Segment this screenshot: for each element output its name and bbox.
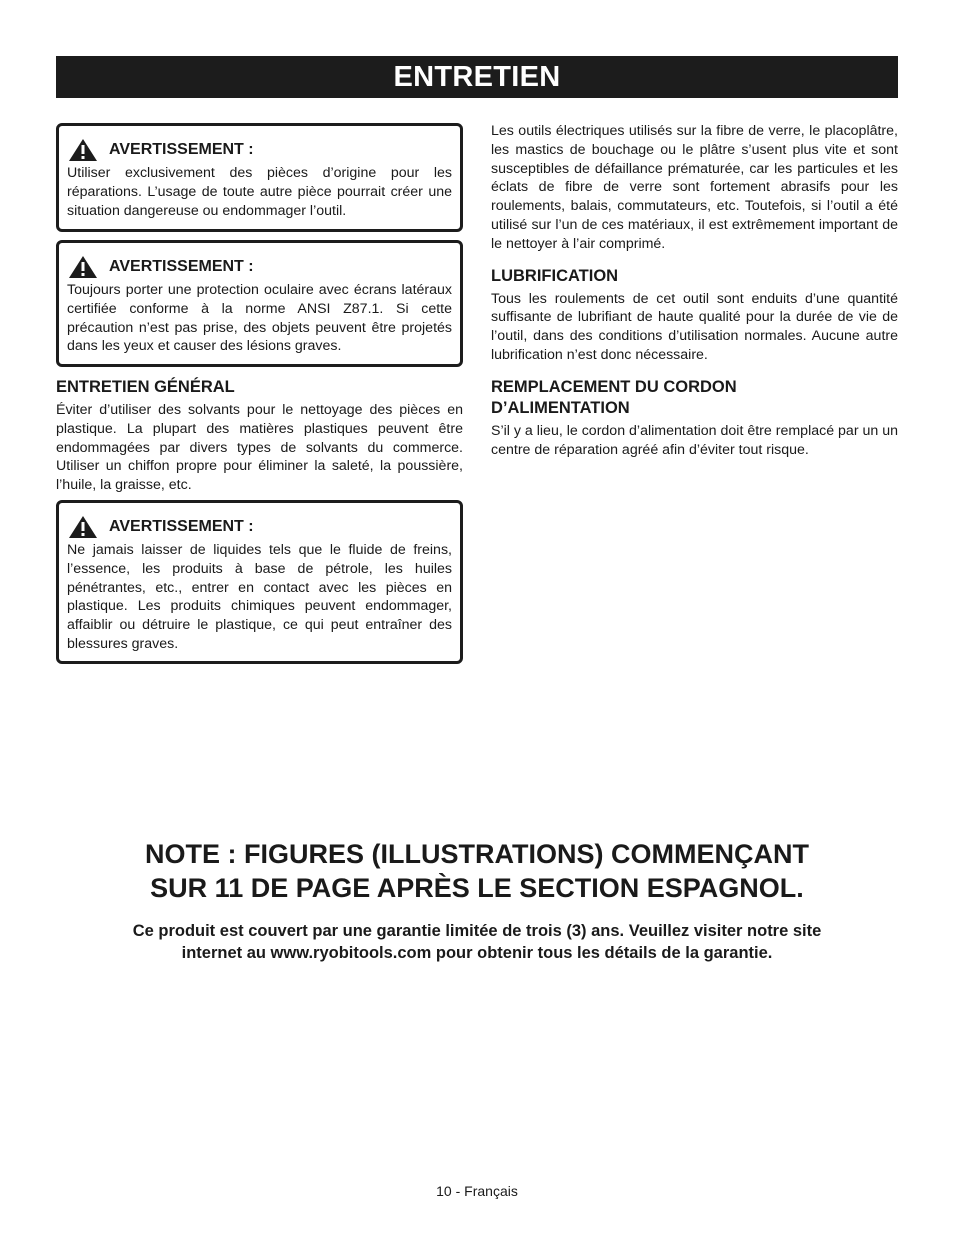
warning-text: Ne jamais laisser de liquides tels que le fluide de freins, l’essence, les produits à base de pétrole, les huiles pénétrantes, etc., entrer en contact avec les pièces en plastique. Les produits chimiques peuvent endommager, affaiblir ou détruire le plastique, ce qui peut entraîner des blessures graves.: [67, 541, 452, 652]
right-column: [491, 122, 898, 459]
figures-note-line1: NOTE : FIGURES (ILLUSTRATIONS) COMMENÇANT: [145, 839, 809, 869]
general-maintenance-heading: ENTRETIEN GÉNÉRAL: [56, 378, 235, 396]
figures-note: [56, 837, 898, 905]
cord-replacement-heading-line1: REMPLACEMENT DU CORDON: [491, 377, 737, 396]
warning-title: AVERTISSEMENT :: [109, 141, 254, 158]
warning-title: AVERTISSEMENT :: [109, 258, 254, 275]
warning-box-liquids: [56, 500, 463, 664]
warranty-line1: Ce produit est couvert par une garantie limitée de trois (3) ans. Veuillez visiter notre site: [132, 922, 822, 940]
section-title: ENTRETIEN: [393, 60, 561, 93]
warning-text: Utiliser exclusivement des pièces d’origine pour les réparations. L’usage de toute autre pièce pourrait créer une situation dangereuse ou endommager l’outil.: [67, 165, 452, 219]
cord-replacement-heading-line2: D’ALIMENTATION: [491, 398, 630, 417]
lubrication-section: [491, 266, 898, 365]
warning-box-eye-protection: [56, 240, 463, 367]
general-maintenance-section: [56, 377, 463, 495]
warranty-line2: internet au www.ryobitools.com pour obtenir tous les détails de la garantie.: [181, 944, 773, 962]
general-maintenance-text: Éviter d’utiliser des solvants pour le nettoyage des pièces en plastique. La plupart des matières plastiques peuvent être endommagées par divers types de solvants du commerce. Utiliser un chiffon propre pour éliminer la saleté, la poussière, l’huile, la graisse, etc.: [56, 402, 463, 494]
left-column: [56, 123, 463, 664]
fiberglass-paragraph: Les outils électriques utilisés sur la fibre de verre, le placoplâtre, les mastics de bouchage ou le plâtre s’usent plus vite et sont susceptibles de défaillance prématurée, car les particules et les éclats de fibre de verre sont fortement abrasifs pour les roulements, balais, commutateurs, etc. Toutefois, si l’outil a été utilisé sur l’un de ces matériaux, il est extrêmement important de le nettoyer à l’air comprimé.: [491, 123, 898, 252]
warning-text: Toujours porter une protection oculaire avec écrans latéraux certifiée conforme à la norme ANSI Z87.1. Si cette précaution n’est pas prise, des objets peuvent être projetés dans les yeux et causer des lésions graves.: [67, 282, 452, 355]
figures-note-line2: SUR 11 DE PAGE APRÈS LE SECTION ESPAGNOL.: [150, 873, 804, 903]
cord-replacement-text: S’il y a lieu, le cordon d’alimentation doit être remplacé par un un centre de réparation agréé afin d’éviter tout risque.: [491, 422, 898, 458]
page-number: 10 - Français: [436, 1183, 518, 1199]
lubrication-text: Tous les roulements de cet outil sont enduits d’une quantité suffisante de lubrifiant de haute qualité pour la durée de vie de l’outil, dans des conditions d’utilisation normales. Aucune autre lubrification n’est donc nécessaire.: [491, 290, 898, 363]
warning-box-original-parts: [56, 123, 463, 232]
warranty-notice: [56, 920, 898, 964]
section-banner: [56, 56, 898, 98]
warning-triangle-icon: [68, 255, 98, 279]
cord-replacement-section: [491, 377, 898, 460]
lubrication-heading: LUBRIFICATION: [491, 266, 619, 285]
warning-triangle-icon: [68, 138, 98, 162]
warning-triangle-icon: [68, 515, 98, 539]
warning-title: AVERTISSEMENT :: [109, 517, 254, 535]
